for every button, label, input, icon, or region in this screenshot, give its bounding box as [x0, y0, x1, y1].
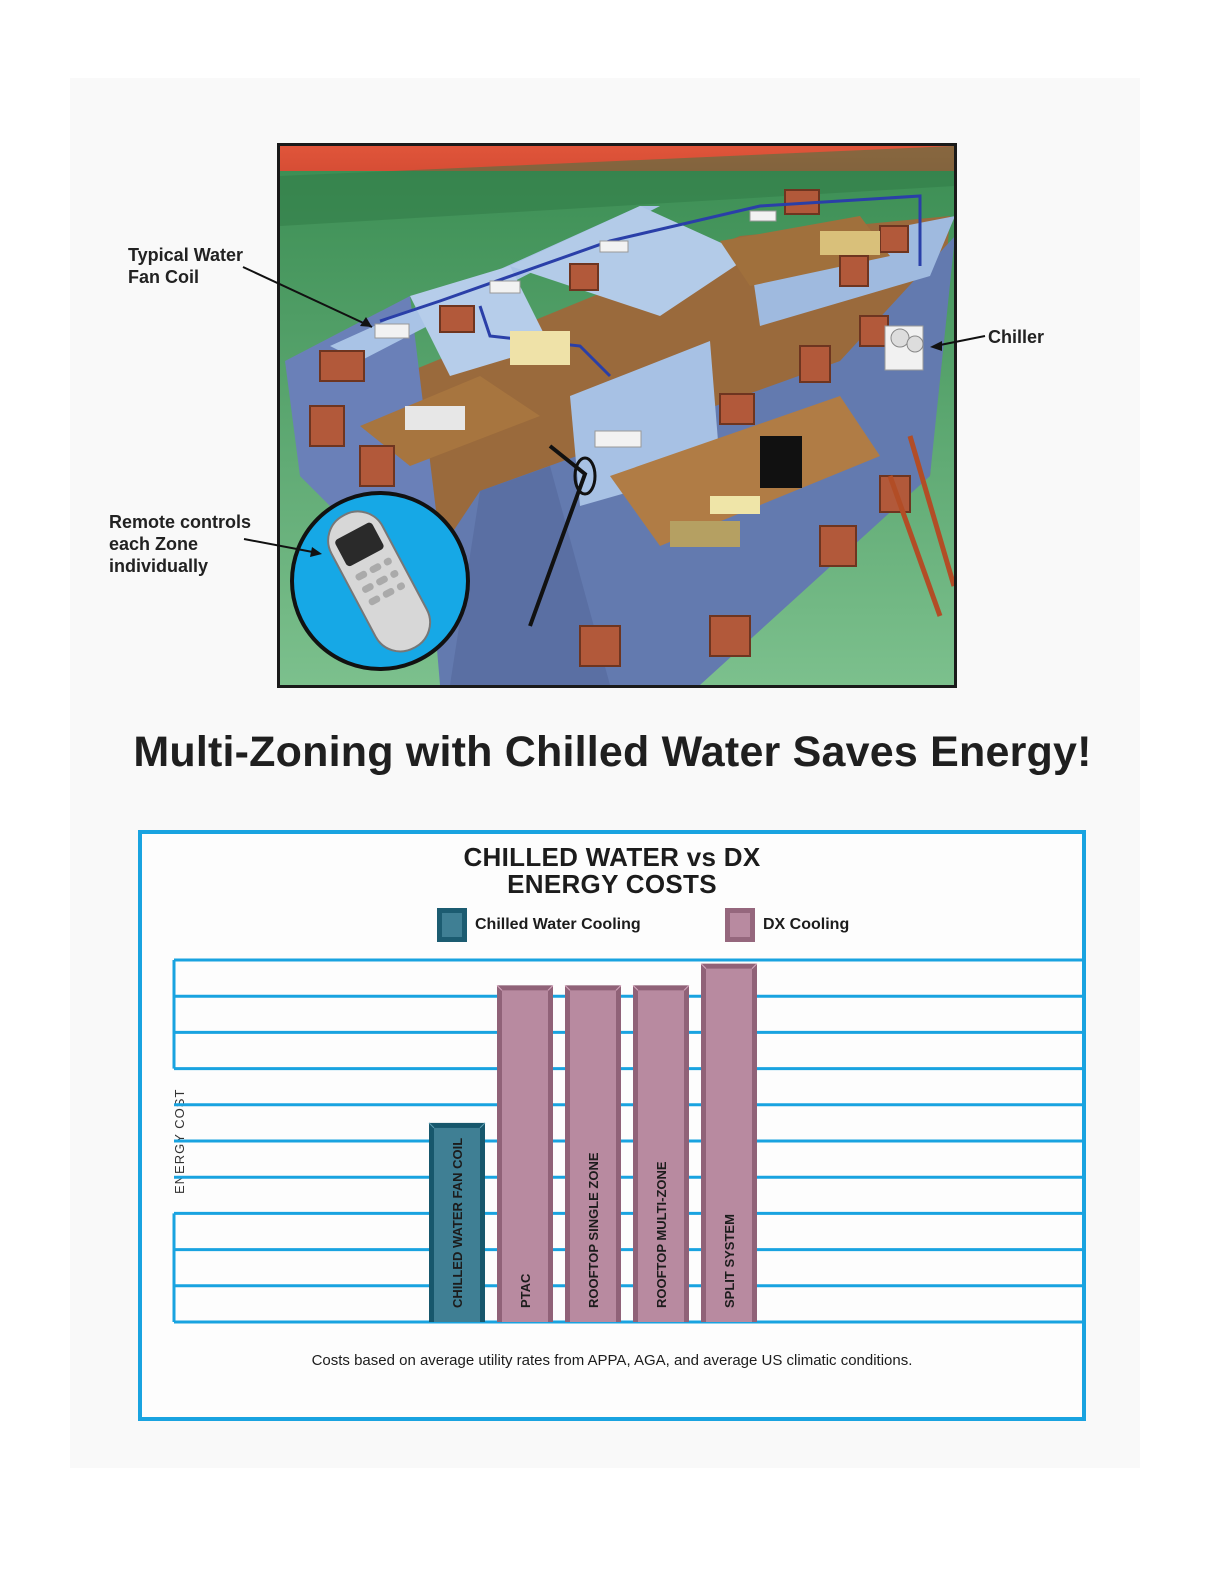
chart-title-line: CHILLED WATER vs DX [463, 842, 761, 872]
bar-label: ROOFTOP MULTI-ZONE [654, 1161, 669, 1308]
callout-line: Typical Water [128, 245, 244, 265]
energy-cost-chart [138, 830, 1086, 1421]
legend-label: DX Cooling [763, 916, 850, 933]
chiller-callout [988, 326, 1044, 348]
callout-line: Fan Coil [128, 267, 199, 287]
bar-label: ROOFTOP SINGLE ZONE [586, 1152, 601, 1308]
bar-ptac [497, 985, 553, 1322]
bar-plot-area [142, 834, 1082, 1417]
callout-line: Chiller [988, 327, 1045, 347]
remote-callout [109, 511, 251, 577]
callout-line: each Zone [109, 534, 199, 554]
fan-coil-callout [128, 244, 243, 288]
building-cutaway-illustration [277, 143, 957, 688]
bar-label: CHILLED WATER FAN COIL [450, 1137, 465, 1308]
chart-footnote: Costs based on average utility rates from APPA, AGA, and average US climatic conditions. [311, 1352, 913, 1369]
bar-label: PTAC [518, 1273, 533, 1308]
bar-label: SPLIT SYSTEM [722, 1214, 737, 1308]
legend-label: Chilled Water Cooling [475, 916, 641, 933]
chart-title-line: ENERGY COSTS [507, 869, 717, 899]
page-headline: Multi-Zoning with Chilled Water Saves Energy! [133, 728, 1092, 776]
callout-line: individually [109, 556, 209, 576]
y-axis-label: ENERGY COST [172, 1088, 187, 1194]
callout-line: Remote controls [109, 512, 252, 532]
